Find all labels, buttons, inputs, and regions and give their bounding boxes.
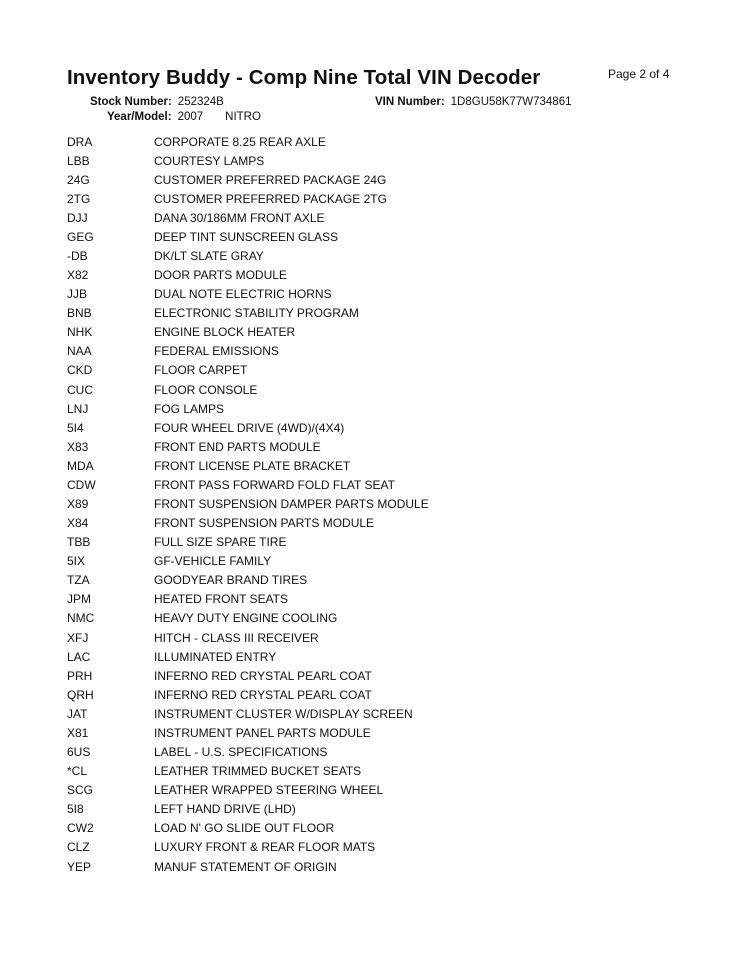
option-row	[67, 762, 429, 781]
option-row	[67, 514, 429, 533]
option-row	[67, 170, 429, 189]
option-row	[67, 857, 429, 876]
option-description: LUXURY FRONT & REAR FLOOR MATS	[154, 840, 376, 855]
stock-number-value: 252324B	[177, 96, 224, 108]
option-description: INFERNO RED CRYSTAL PEARL COAT	[154, 687, 372, 702]
option-row	[67, 132, 429, 151]
option-row	[67, 704, 429, 723]
option-row	[67, 552, 429, 571]
option-row	[67, 647, 429, 666]
option-description: GOODYEAR BRAND TIRES	[154, 573, 308, 588]
option-code: -DB	[67, 249, 88, 263]
year-model-label: Year/Model:	[107, 111, 172, 123]
option-code: NAA	[67, 344, 92, 359]
option-row	[67, 361, 429, 380]
option-row	[67, 399, 429, 418]
option-row	[67, 609, 429, 628]
option-code: 24G	[67, 172, 90, 187]
option-description: HEATED FRONT SEATS	[154, 592, 289, 607]
option-row	[67, 189, 429, 208]
option-description: DK/LT SLATE GRAY	[154, 249, 264, 263]
option-row	[67, 323, 429, 342]
option-code: CUC	[67, 382, 93, 397]
option-description: ELECTRONIC STABILITY PROGRAM	[154, 306, 359, 321]
option-description: FRONT SUSPENSION PARTS MODULE	[154, 516, 375, 531]
option-code: CW2	[67, 821, 94, 836]
option-code: X81	[67, 725, 89, 740]
option-code: CDW	[67, 477, 96, 492]
option-code: 2TG	[67, 191, 91, 206]
option-code: BNB	[67, 306, 92, 321]
option-description: ILLUMINATED ENTRY	[154, 649, 277, 664]
option-description: FOG LAMPS	[154, 401, 225, 416]
option-row	[67, 456, 429, 475]
option-row	[67, 781, 429, 800]
option-code: DRA	[67, 134, 93, 149]
option-description: INSTRUMENT CLUSTER W/DISPLAY SCREEN	[154, 706, 413, 721]
option-description: DANA 30/186MM FRONT AXLE	[154, 210, 325, 225]
option-row	[67, 285, 429, 304]
option-code: X83	[67, 439, 89, 454]
option-description: ENGINE BLOCK HEATER	[154, 325, 296, 340]
option-code: 5I8	[67, 802, 84, 817]
option-description: HITCH - CLASS III RECEIVER	[154, 630, 319, 645]
option-description: FEDERAL EMISSIONS	[154, 344, 279, 359]
page-number: Page 2 of 4	[608, 67, 670, 81]
option-row	[67, 151, 429, 170]
option-description: FRONT SUSPENSION DAMPER PARTS MODULE	[154, 497, 429, 512]
option-description: INSTRUMENT PANEL PARTS MODULE	[154, 725, 371, 740]
option-code: LBB	[67, 153, 90, 168]
option-code: JAT	[67, 706, 88, 721]
option-code: NMC	[67, 611, 95, 626]
vin-number-label: VIN Number:	[375, 96, 445, 108]
option-description: DOOR PARTS MODULE	[154, 268, 287, 283]
option-description: FRONT END PARTS MODULE	[154, 439, 321, 454]
option-code: JPM	[67, 592, 91, 607]
option-row	[67, 628, 429, 647]
option-row	[67, 819, 429, 838]
stock-number-label: Stock Number:	[90, 96, 172, 108]
option-code: X82	[67, 268, 89, 283]
option-description: LEATHER TRIMMED BUCKET SEATS	[154, 764, 362, 779]
option-row	[67, 418, 429, 437]
option-code: XFJ	[67, 630, 89, 645]
option-code: PRH	[67, 668, 93, 683]
option-code: NHK	[67, 325, 93, 340]
option-description: MANUF STATEMENT OF ORIGIN	[154, 859, 337, 874]
year-model	[107, 110, 261, 124]
option-row	[67, 342, 429, 361]
option-code: X89	[67, 497, 89, 512]
option-row	[67, 494, 429, 513]
option-row	[67, 437, 429, 456]
option-description: CUSTOMER PREFERRED PACKAGE 2TG	[154, 191, 387, 206]
option-code: X84	[67, 516, 89, 531]
option-code: TZA	[67, 573, 90, 588]
option-code: SCG	[67, 783, 94, 798]
option-code: TBB	[67, 535, 91, 550]
option-description: FRONT LICENSE PLATE BRACKET	[154, 458, 351, 473]
option-row	[67, 227, 429, 246]
option-code: CLZ	[67, 840, 90, 855]
option-row	[67, 666, 429, 685]
option-row	[67, 475, 429, 494]
option-code: 6US	[67, 745, 91, 760]
option-description: DEEP TINT SUNSCREEN GLASS	[154, 229, 339, 244]
option-row	[67, 208, 429, 227]
option-description: FULL SIZE SPARE TIRE	[154, 535, 287, 550]
year-value: 2007	[177, 111, 204, 123]
option-description: DUAL NOTE ELECTRIC HORNS	[154, 287, 332, 302]
option-description: LEFT HAND DRIVE (LHD)	[154, 802, 296, 817]
option-row	[67, 590, 429, 609]
option-description: FLOOR CARPET	[154, 363, 248, 378]
option-description: LABEL - U.S. SPECIFICATIONS	[154, 745, 328, 760]
option-code: DJJ	[67, 210, 88, 225]
option-code: LAC	[67, 649, 91, 664]
option-code: JJB	[67, 287, 88, 302]
option-row	[67, 838, 429, 857]
option-code: 5I4	[67, 420, 84, 435]
option-row	[67, 743, 429, 762]
option-code: 5IX	[67, 554, 86, 569]
option-code: QRH	[67, 687, 94, 702]
option-code: *CL	[67, 764, 88, 779]
option-description: LEATHER WRAPPED STEERING WHEEL	[154, 783, 384, 798]
page-title: Inventory Buddy - Comp Nine Total VIN Decoder	[67, 66, 541, 89]
option-row	[67, 685, 429, 704]
option-code: GEG	[67, 229, 94, 244]
vin-number-value: 1D8GU58K77W734861	[450, 96, 572, 108]
option-row	[67, 266, 429, 285]
option-row	[67, 723, 429, 742]
option-row	[67, 533, 429, 552]
option-description: INFERNO RED CRYSTAL PEARL COAT	[154, 668, 372, 683]
model-value: NITRO	[225, 111, 261, 123]
option-description: FLOOR CONSOLE	[154, 382, 258, 397]
stock-number	[90, 95, 224, 109]
option-code: YEP	[67, 859, 92, 874]
vin-number	[375, 95, 572, 109]
option-code: MDA	[67, 458, 94, 473]
option-description: LOAD N' GO SLIDE OUT FLOOR	[154, 821, 335, 836]
option-code: LNJ	[67, 401, 89, 416]
option-description: HEAVY DUTY ENGINE COOLING	[154, 611, 338, 626]
option-row	[67, 800, 429, 819]
option-description: CORPORATE 8.25 REAR AXLE	[154, 134, 326, 149]
option-code: CKD	[67, 363, 93, 378]
option-row	[67, 246, 429, 265]
option-row	[67, 571, 429, 590]
option-row	[67, 304, 429, 323]
option-description: FOUR WHEEL DRIVE (4WD)/(4X4)	[154, 420, 345, 435]
option-description: FRONT PASS FORWARD FOLD FLAT SEAT	[154, 477, 395, 492]
option-description: CUSTOMER PREFERRED PACKAGE 24G	[154, 172, 387, 187]
option-description: COURTESY LAMPS	[154, 153, 265, 168]
option-row	[67, 380, 429, 399]
option-code-list	[67, 132, 429, 876]
option-description: GF-VEHICLE FAMILY	[154, 554, 272, 569]
